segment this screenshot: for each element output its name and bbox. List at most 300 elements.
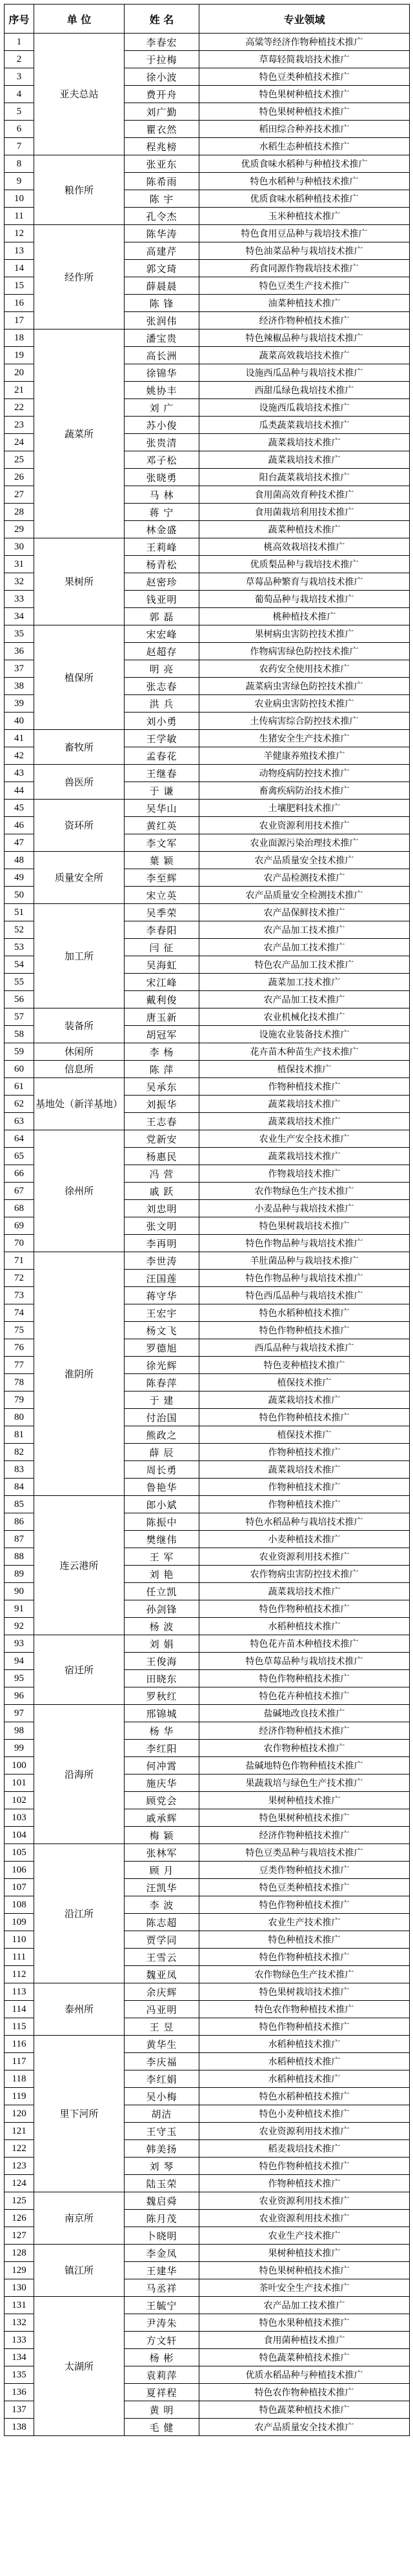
- cell-unit: 宿迁所: [34, 1635, 125, 1705]
- cell-field: 农业资源利用技术推广: [199, 2192, 410, 2210]
- cell-seq: 103: [5, 1809, 34, 1827]
- cell-seq: 33: [5, 591, 34, 608]
- cell-seq: 102: [5, 1792, 34, 1809]
- table-row: [5, 1705, 410, 1722]
- table-row: [5, 2036, 410, 2053]
- cell-seq: 80: [5, 1409, 34, 1426]
- cell-field: 蔬菜栽培技术推广: [199, 1096, 410, 1113]
- cell-seq: 58: [5, 1026, 34, 1043]
- cell-name: 王雪云: [125, 1949, 199, 1966]
- cell-name: 张文明: [125, 1217, 199, 1235]
- cell-field: 特色麦种植技术推广: [199, 1357, 410, 1374]
- cell-name: 尹涛朱: [125, 2314, 199, 2332]
- cell-seq: 94: [5, 1653, 34, 1670]
- cell-field: 葡萄品种与栽培技术推广: [199, 591, 410, 608]
- cell-name: 刘 娟: [125, 1635, 199, 1653]
- cell-unit: 淮阴所: [34, 1252, 125, 1496]
- cell-name: 陈 锋: [125, 295, 199, 312]
- table-row: [5, 1496, 410, 1513]
- cell-seq: 89: [5, 1566, 34, 1583]
- cell-field: 设施农业装备技术推广: [199, 1026, 410, 1043]
- cell-seq: 109: [5, 1914, 34, 1931]
- cell-seq: 4: [5, 86, 34, 103]
- cell-seq: 132: [5, 2314, 34, 2332]
- cell-field: 特色果树种植技术推广: [199, 1809, 410, 1827]
- cell-field: 桃种植技术推广: [199, 608, 410, 625]
- cell-name: 马丞祥: [125, 2279, 199, 2297]
- cell-name: 孙剑锋: [125, 1600, 199, 1618]
- cell-name: 王学敏: [125, 730, 199, 747]
- table-row: [5, 1844, 410, 1862]
- cell-seq: 136: [5, 2384, 34, 2401]
- cell-name: 郭 磊: [125, 608, 199, 625]
- cell-name: 唐玉新: [125, 1008, 199, 1026]
- cell-name: 苏小俊: [125, 417, 199, 434]
- cell-name: 宋江峰: [125, 974, 199, 991]
- cell-name: 赵超存: [125, 643, 199, 660]
- cell-name: 宋宏峰: [125, 625, 199, 643]
- cell-field: 稻麦栽培技术推广: [199, 2140, 410, 2158]
- header-name: 姓 名: [125, 5, 199, 34]
- cell-field: 食用菌高效育种技术推广: [199, 486, 410, 504]
- table-row: [5, 800, 410, 817]
- cell-field: 畜禽疾病防治技术推广: [199, 782, 410, 800]
- cell-seq: 72: [5, 1270, 34, 1287]
- cell-field: 农产品质量安全技术推广: [199, 852, 410, 869]
- cell-seq: 78: [5, 1374, 34, 1391]
- cell-field: 桃高效栽培技术推广: [199, 538, 410, 556]
- cell-seq: 125: [5, 2192, 34, 2210]
- cell-field: 特色花卉种植技术推广: [199, 1687, 410, 1705]
- cell-seq: 52: [5, 921, 34, 939]
- cell-name: 戴利俊: [125, 991, 199, 1008]
- cell-field: 盐碱地改良技术推广: [199, 1705, 410, 1722]
- cell-seq: 34: [5, 608, 34, 625]
- cell-name: 黄华生: [125, 2036, 199, 2053]
- cell-field: 土壤肥料技术推广: [199, 800, 410, 817]
- cell-name: 徐小波: [125, 68, 199, 86]
- cell-name: 王志春: [125, 1113, 199, 1130]
- cell-field: 特色作物种植技术推广: [199, 1896, 410, 1914]
- cell-seq: 133: [5, 2332, 34, 2349]
- cell-field: 水稻种植技术推广: [199, 2053, 410, 2070]
- cell-name: 李春阳: [125, 921, 199, 939]
- cell-name: 陈华涛: [125, 225, 199, 242]
- cell-name: 黄红英: [125, 817, 199, 834]
- cell-seq: 87: [5, 1531, 34, 1548]
- cell-field: 食用菌栽培利用技术推广: [199, 504, 410, 521]
- cell-field: 特色农作物种植技术推广: [199, 2001, 410, 2018]
- cell-field: 蔬菜栽培技术推广: [199, 1148, 410, 1165]
- cell-seq: 11: [5, 208, 34, 225]
- cell-seq: 110: [5, 1931, 34, 1949]
- cell-name: 于拉梅: [125, 51, 199, 68]
- cell-seq: 28: [5, 504, 34, 521]
- cell-name: 胡冠军: [125, 1026, 199, 1043]
- cell-field: 特色水果种植技术推广: [199, 2314, 410, 2332]
- cell-field: 高粱等经济作物种植技术推广: [199, 34, 410, 51]
- cell-name: 刘振华: [125, 1096, 199, 1113]
- cell-seq: 38: [5, 678, 34, 695]
- cell-field: 作物栽培技术推广: [199, 1165, 410, 1183]
- cell-seq: 129: [5, 2262, 34, 2279]
- cell-seq: 101: [5, 1775, 34, 1792]
- cell-field: 农产品质量安全检测技术推广: [199, 887, 410, 904]
- cell-name: 瞿衣然: [125, 121, 199, 138]
- cell-unit: 资环所: [34, 800, 125, 852]
- cell-field: 特色作物种植技术推广: [199, 2158, 410, 2175]
- cell-seq: 27: [5, 486, 34, 504]
- cell-seq: 61: [5, 1078, 34, 1096]
- cell-unit: 亚夫总站: [34, 34, 125, 155]
- cell-field: 特色草莓品种与栽培技术推广: [199, 1653, 410, 1670]
- cell-seq: 22: [5, 399, 34, 417]
- cell-name: 张林军: [125, 1844, 199, 1862]
- cell-field: 药食同源作物栽培技术推广: [199, 260, 410, 277]
- cell-field: 动物疫病防控技术推广: [199, 765, 410, 782]
- cell-seq: 138: [5, 2419, 34, 2436]
- cell-name: 汪国莲: [125, 1270, 199, 1287]
- cell-seq: 59: [5, 1043, 34, 1061]
- cell-seq: 15: [5, 277, 34, 295]
- cell-field: 水稻种植技术推广: [199, 2070, 410, 2088]
- cell-seq: 114: [5, 2001, 34, 2018]
- cell-seq: 128: [5, 2245, 34, 2262]
- cell-seq: 131: [5, 2297, 34, 2314]
- cell-field: 农作物种植技术推广: [199, 1740, 410, 1757]
- cell-seq: 43: [5, 765, 34, 782]
- cell-unit: 连云港所: [34, 1496, 125, 1635]
- cell-seq: 50: [5, 887, 34, 904]
- cell-field: 农业资源利用技术推广: [199, 2210, 410, 2227]
- cell-field: 植保技术推广: [199, 1374, 410, 1391]
- cell-seq: 10: [5, 190, 34, 208]
- cell-name: 马 林: [125, 486, 199, 504]
- table-row: [5, 2192, 410, 2210]
- cell-field: 特色花卉苗木种植技术推广: [199, 1635, 410, 1653]
- cell-field: 作物病害绿色防控技术推广: [199, 643, 410, 660]
- cell-name: 刘广勤: [125, 103, 199, 121]
- cell-seq: 95: [5, 1670, 34, 1687]
- cell-seq: 81: [5, 1426, 34, 1444]
- cell-field: 西瓜品种与栽培技术推广: [199, 1339, 410, 1357]
- cell-field: 农产品加工技术推广: [199, 921, 410, 939]
- cell-name: 陆玉荣: [125, 2175, 199, 2192]
- cell-name: 高长洲: [125, 347, 199, 364]
- cell-field: 豆类作物种植技术推广: [199, 1862, 410, 1879]
- cell-name: 杨 华: [125, 1722, 199, 1740]
- cell-field: 稻田综合种养技术推广: [199, 121, 410, 138]
- cell-field: 作物种植技术推广: [199, 1444, 410, 1461]
- cell-seq: 73: [5, 1287, 34, 1304]
- cell-name: 吴海虹: [125, 956, 199, 974]
- cell-field: 农业资源利用技术推广: [199, 2123, 410, 2140]
- cell-seq: 47: [5, 834, 34, 852]
- cell-seq: 8: [5, 155, 34, 173]
- cell-name: 汪凯华: [125, 1879, 199, 1896]
- cell-name: 王 昱: [125, 2018, 199, 2036]
- table-row: [5, 1078, 410, 1096]
- cell-name: 李 杨: [125, 1043, 199, 1061]
- cell-seq: 137: [5, 2401, 34, 2419]
- cell-field: 特色水稻种植技术推广: [199, 1304, 410, 1322]
- cell-name: 郎小斌: [125, 1496, 199, 1513]
- cell-name: 戚承辉: [125, 1809, 199, 1827]
- cell-seq: 18: [5, 329, 34, 347]
- cell-field: 农产品加工技术推广: [199, 2297, 410, 2314]
- cell-field: 特色作物种植技术推广: [199, 2018, 410, 2036]
- cell-seq: 126: [5, 2210, 34, 2227]
- cell-field: 蔬菜栽培技术推广: [199, 434, 410, 451]
- cell-field: 特色豆类生产技术推广: [199, 277, 410, 295]
- cell-name: 李庆福: [125, 2053, 199, 2070]
- table-row: [5, 1983, 410, 2001]
- cell-field: 特色油菜品种与栽培技术推广: [199, 242, 410, 260]
- cell-name: 王建华: [125, 2262, 199, 2279]
- cell-seq: 1: [5, 34, 34, 51]
- cell-field: 特色作物品种与栽培技术推广: [199, 1270, 410, 1287]
- cell-seq: 20: [5, 364, 34, 382]
- cell-field: 特色农产品加工技术推广: [199, 956, 410, 974]
- cell-field: 优质食味水稻种植技术推广: [199, 190, 410, 208]
- cell-name: 于 谦: [125, 782, 199, 800]
- cell-field: 特色食用豆品种与栽培技术推广: [199, 225, 410, 242]
- cell-seq: 82: [5, 1444, 34, 1461]
- cell-name: 李世涛: [125, 1252, 199, 1270]
- cell-name: 刘 广: [125, 399, 199, 417]
- cell-unit: 基地处（新洋基地）: [34, 1078, 125, 1130]
- cell-name: 薛晨晨: [125, 277, 199, 295]
- cell-field: 设施西瓜栽培技术推广: [199, 399, 410, 417]
- cell-field: 阳台蔬菜栽培技术推广: [199, 469, 410, 486]
- cell-unit: 装备所: [34, 1008, 125, 1043]
- cell-seq: 130: [5, 2279, 34, 2297]
- cell-field: 特色作物种植技术推广: [199, 1409, 410, 1426]
- table-header: [5, 5, 410, 34]
- cell-seq: 118: [5, 2070, 34, 2088]
- cell-seq: 134: [5, 2349, 34, 2366]
- cell-name: 吴承东: [125, 1078, 199, 1096]
- cell-name: 费开舟: [125, 86, 199, 103]
- cell-seq: 122: [5, 2140, 34, 2158]
- cell-seq: 21: [5, 382, 34, 399]
- cell-name: 顾 月: [125, 1862, 199, 1879]
- cell-seq: 14: [5, 260, 34, 277]
- cell-field: 特色小麦种植技术推广: [199, 2105, 410, 2123]
- cell-name: 施庆华: [125, 1775, 199, 1792]
- cell-seq: 93: [5, 1635, 34, 1653]
- cell-field: 农业生产安全技术推广: [199, 1130, 410, 1148]
- cell-seq: 120: [5, 2105, 34, 2123]
- cell-name: 夏祥程: [125, 2384, 199, 2401]
- cell-field: 特色种植技术推广: [199, 1931, 410, 1949]
- cell-field: 优质水稻品种与种植技术推广: [199, 2366, 410, 2384]
- cell-seq: 7: [5, 138, 34, 155]
- cell-name: 刘 琴: [125, 2158, 199, 2175]
- table-row: [5, 1043, 410, 1061]
- cell-seq: 90: [5, 1583, 34, 1600]
- expert-roster-table: [4, 4, 410, 2436]
- cell-unit: 蔬菜所: [34, 329, 125, 538]
- cell-name: 姚协丰: [125, 382, 199, 399]
- cell-seq: 56: [5, 991, 34, 1008]
- cell-field: 蔬菜栽培技术推广: [199, 451, 410, 469]
- cell-seq: 104: [5, 1827, 34, 1844]
- cell-name: 魏亚凤: [125, 1966, 199, 1983]
- cell-field: 植保技术推广: [199, 1061, 410, 1078]
- cell-name: 田晓东: [125, 1670, 199, 1687]
- cell-unit: 太湖所: [34, 2297, 125, 2436]
- cell-name: 陈希雨: [125, 173, 199, 190]
- cell-unit: 粮作所: [34, 155, 125, 225]
- table-row: [5, 1061, 410, 1078]
- table-row: [5, 155, 410, 173]
- table-row: [5, 765, 410, 782]
- cell-unit: 镇江所: [34, 2245, 125, 2297]
- table-row: [5, 538, 410, 556]
- cell-seq: 32: [5, 573, 34, 591]
- cell-name: 孟春花: [125, 747, 199, 765]
- cell-name: 张晓勇: [125, 469, 199, 486]
- cell-name: 徐锦华: [125, 364, 199, 382]
- cell-field: 特色作物种植技术推广: [199, 1600, 410, 1618]
- cell-seq: 44: [5, 782, 34, 800]
- cell-seq: 35: [5, 625, 34, 643]
- cell-seq: 75: [5, 1322, 34, 1339]
- cell-name: 潘宝贵: [125, 329, 199, 347]
- cell-unit: 徐州所: [34, 1130, 125, 1252]
- cell-seq: 63: [5, 1113, 34, 1130]
- cell-seq: 24: [5, 434, 34, 451]
- cell-name: 袁莉萍: [125, 2366, 199, 2384]
- cell-seq: 113: [5, 1983, 34, 2001]
- cell-name: 冯 营: [125, 1165, 199, 1183]
- cell-field: 特色果树种植技术推广: [199, 86, 410, 103]
- table-row: [5, 1635, 410, 1653]
- cell-name: 毛 健: [125, 2419, 199, 2436]
- cell-seq: 127: [5, 2227, 34, 2245]
- cell-name: 梅 颖: [125, 1827, 199, 1844]
- cell-name: 徐光辉: [125, 1357, 199, 1374]
- cell-seq: 53: [5, 939, 34, 956]
- cell-name: 黄 明: [125, 2401, 199, 2419]
- cell-seq: 16: [5, 295, 34, 312]
- cell-field: 草莓轻简栽培技术推广: [199, 51, 410, 68]
- cell-seq: 70: [5, 1235, 34, 1252]
- cell-field: 土传病害综合防控技术推广: [199, 713, 410, 730]
- cell-seq: 29: [5, 521, 34, 538]
- cell-name: 何冲霄: [125, 1757, 199, 1775]
- cell-field: 农作物绿色生产技术推广: [199, 1966, 410, 1983]
- cell-name: 薛 辰: [125, 1444, 199, 1461]
- cell-name: 杨 波: [125, 1618, 199, 1635]
- cell-field: 蔬菜种植技术推广: [199, 521, 410, 538]
- cell-seq: 67: [5, 1183, 34, 1200]
- cell-name: 杨 彬: [125, 2349, 199, 2366]
- cell-field: 花卉苗木种苗生产技术推广: [199, 1043, 410, 1061]
- cell-field: 特色果树种植技术推广: [199, 103, 410, 121]
- cell-unit: 南京所: [34, 2192, 125, 2245]
- cell-field: 特色水稻种植技术推广: [199, 2088, 410, 2105]
- cell-name: 王毓宁: [125, 2297, 199, 2314]
- cell-name: 吴华山: [125, 800, 199, 817]
- cell-field: 盐碱地特色作物种植技术推广: [199, 1757, 410, 1775]
- cell-field: 特色西瓜品种与栽培技术推广: [199, 1287, 410, 1304]
- cell-seq: 76: [5, 1339, 34, 1357]
- cell-unit: 加工所: [34, 904, 125, 1008]
- cell-name: 韩美扬: [125, 2140, 199, 2158]
- cell-seq: 25: [5, 451, 34, 469]
- table-row: [5, 225, 410, 242]
- cell-field: 特色作物种植技术推广: [199, 1670, 410, 1687]
- cell-field: 羊肚菌品种与栽培技术推广: [199, 1252, 410, 1270]
- table-row: [5, 852, 410, 869]
- cell-seq: 3: [5, 68, 34, 86]
- table-body: [5, 34, 410, 2436]
- cell-unit: 泰州所: [34, 1983, 125, 2036]
- cell-name: 闫 征: [125, 939, 199, 956]
- cell-seq: 31: [5, 556, 34, 573]
- cell-name: 樊继伟: [125, 1531, 199, 1548]
- cell-seq: 51: [5, 904, 34, 921]
- cell-field: 特色水稻品种与栽培技术推广: [199, 1513, 410, 1531]
- cell-name: 鲁艳华: [125, 1479, 199, 1496]
- cell-name: 洪 兵: [125, 695, 199, 713]
- cell-unit: 信息所: [34, 1061, 125, 1078]
- cell-seq: 60: [5, 1061, 34, 1078]
- cell-field: 西甜瓜绿色栽培技术推广: [199, 382, 410, 399]
- cell-name: 王继春: [125, 765, 199, 782]
- cell-field: 草莓品种繁育与栽培技术推广: [199, 573, 410, 591]
- cell-name: 高建芹: [125, 242, 199, 260]
- cell-seq: 135: [5, 2366, 34, 2384]
- cell-seq: 77: [5, 1357, 34, 1374]
- cell-name: 周长勇: [125, 1461, 199, 1479]
- cell-name: 林金盛: [125, 521, 199, 538]
- cell-field: 蔬菜栽培技术推广: [199, 1391, 410, 1409]
- cell-name: 李金凤: [125, 2245, 199, 2262]
- cell-field: 特色蔬菜种植技术推广: [199, 2401, 410, 2419]
- cell-name: 葉 颖: [125, 852, 199, 869]
- cell-field: 特色豆类种植技术推广: [199, 1879, 410, 1896]
- cell-seq: 41: [5, 730, 34, 747]
- cell-name: 陈 萍: [125, 1061, 199, 1078]
- cell-field: 农产品加工技术推广: [199, 939, 410, 956]
- cell-field: 果树种植技术推广: [199, 2245, 410, 2262]
- cell-field: 果树病虫害防控技术推广: [199, 625, 410, 643]
- cell-seq: 115: [5, 2018, 34, 2036]
- cell-field: 蔬菜栽培技术推广: [199, 1113, 410, 1130]
- cell-field: 水稻生态种植技术推广: [199, 138, 410, 155]
- cell-field: 作物种植技术推广: [199, 1479, 410, 1496]
- cell-field: 特色蔬菜种植技术推广: [199, 2349, 410, 2366]
- cell-name: 李至辉: [125, 869, 199, 887]
- cell-unit: 兽医所: [34, 765, 125, 800]
- cell-field: 植保技术推广: [199, 1426, 410, 1444]
- cell-name: 陈振中: [125, 1513, 199, 1531]
- cell-seq: 9: [5, 173, 34, 190]
- cell-field: 蔬菜栽培技术推广: [199, 1583, 410, 1600]
- cell-field: 果蔬栽培与绿色生产技术推广: [199, 1775, 410, 1792]
- cell-name: 杨文飞: [125, 1322, 199, 1339]
- cell-seq: 57: [5, 1008, 34, 1026]
- cell-seq: 99: [5, 1740, 34, 1757]
- cell-field: 农业资源利用技术推广: [199, 817, 410, 834]
- cell-name: 任立凯: [125, 1583, 199, 1600]
- cell-seq: 86: [5, 1513, 34, 1531]
- cell-field: 小麦种植技术推广: [199, 1531, 410, 1548]
- cell-unit: 质量安全所: [34, 852, 125, 904]
